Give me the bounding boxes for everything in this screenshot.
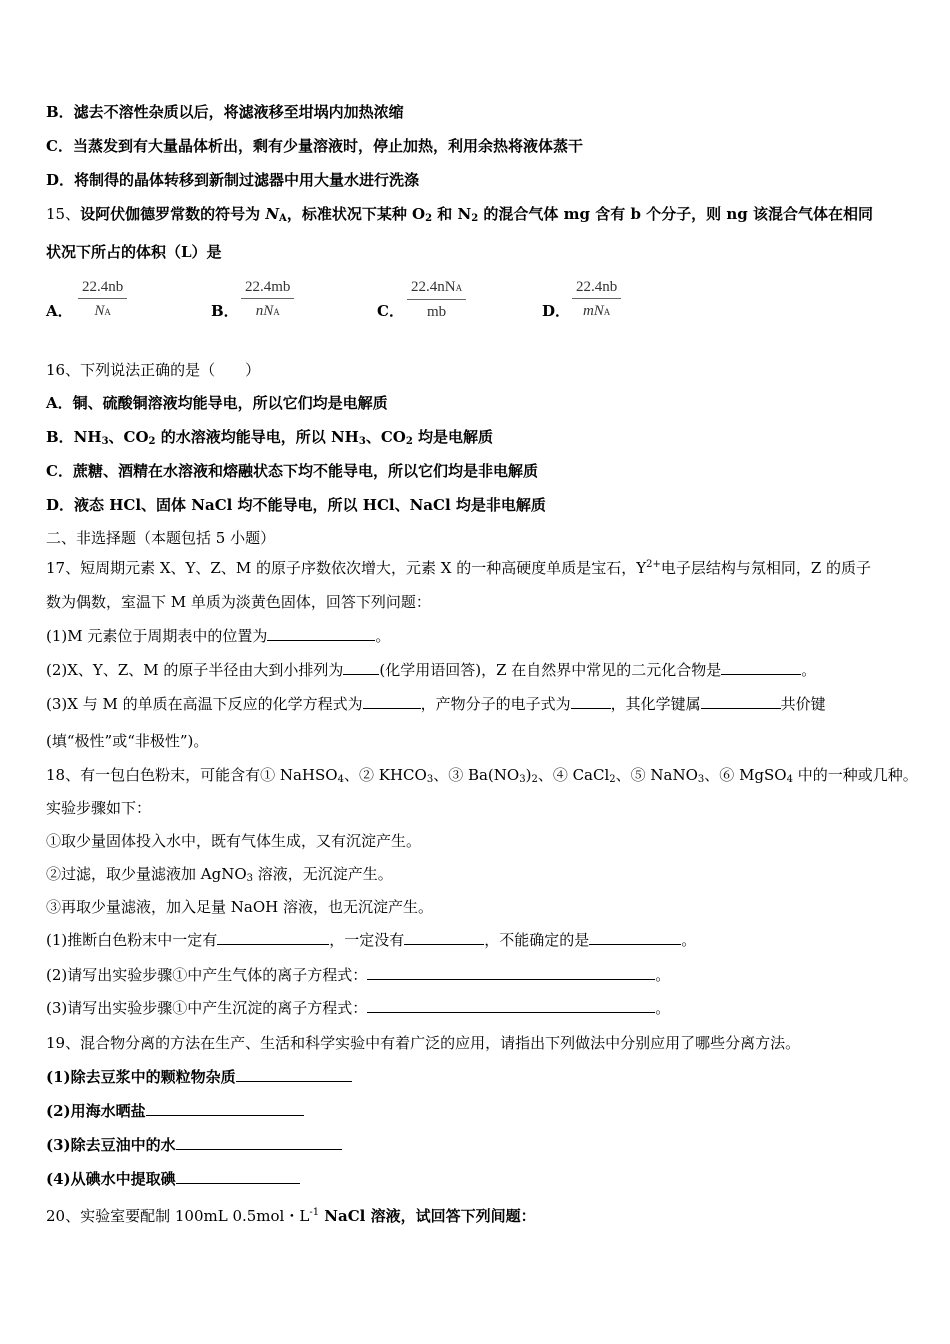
answer-blank[interactable]: [701, 694, 781, 709]
answer-blank[interactable]: [571, 694, 611, 709]
q17-part3: (3)X 与 M 的单质在高温下反应的化学方程式为 ，产物分子的电子式为 ，其化学键属 共价键: [46, 695, 826, 713]
answer-blank[interactable]: [363, 694, 421, 709]
q17-stem: 17、短周期元素 X、Y、Z、M 的原子序数依次增大，元素 X 的一种高硬度单质是宝石，$Y^{2+}$电子层结构与氖相同，Z 的质子: [46, 559, 872, 577]
q18-step3: ③再取少量滤液，加入足量 NaOH 溶液，也无沉淀产生。: [46, 898, 433, 916]
answer-blank[interactable]: [404, 930, 484, 945]
answer-blank[interactable]: [217, 930, 329, 945]
q19-part4: (4)从碘水中提取碘: [46, 1169, 300, 1189]
q20-stem: 20、实验室要配制 100mL 0.5mol・$L^{-1}$ NaCl 溶液，试回答下列间题：: [46, 1207, 536, 1225]
answer-blank[interactable]: [267, 626, 375, 641]
q17-part3-line2: (填“极性”或“非极性”)。: [46, 732, 209, 750]
q18-stem-line2: 实验步骤如下：: [46, 799, 152, 817]
q19-stem: 19、混合物分离的方法在生产、生活和科学实验中有着广泛的应用，请指出下列做法中分别应用了哪些分离方法。: [46, 1034, 801, 1052]
q16-option-a: A．铜、硫酸铜溶液均能导电，所以它们均是电解质: [46, 394, 388, 412]
q14-option-b: B．滤去不溶性杂质以后，将滤液移至坩埚内加热浓缩: [46, 103, 404, 121]
answer-blank[interactable]: [367, 998, 655, 1013]
q17-part1: (1)M 元素位于周期表中的位置为 。: [46, 627, 391, 645]
q19-part3: (3)除去豆油中的水: [46, 1135, 342, 1155]
answer-blank[interactable]: [176, 1169, 300, 1184]
answer-blank[interactable]: [236, 1067, 352, 1082]
q18-step2: ②过滤，取少量滤液加 AgNO$_3$ 溶液，无沉淀产生。: [46, 865, 393, 884]
q18-part1: (1)推断白色粉末中一定有 ，一定没有 ，不能确定的是 。: [46, 931, 697, 949]
fraction: $\frac{22.4nb}{NA}$: [78, 276, 127, 324]
q16-option-b: B．$NH_3$、$CO_2$ 的水溶液均能导电，所以 $NH_3$、$CO_2$ 均是电解质: [46, 428, 494, 447]
answer-blank[interactable]: [146, 1101, 304, 1116]
q16-option-d: D．液态 HCl、固体 NaCl 均不能导电，所以 HCl、NaCl 均是非电解质: [46, 496, 546, 514]
q15-stem: 15、设阿伏伽德罗常数的符号为 $N_A$，标准状况下某种 $O_2$ 和 $N_2$ 的混合气体 mg 含有 b 个分子，则 ng 该混合气体在相同: [46, 205, 874, 224]
q17-stem-line2: 数为偶数，室温下 M 单质为淡黄色固体，回答下列问题：: [46, 593, 431, 611]
q15-stem-line2: 状况下所占的体积（L）是: [46, 243, 222, 261]
q16-stem: 16、下列说法正确的是（ ）: [46, 361, 261, 379]
q18-part3: (3)请写出实验步骤①中产生沉淀的离子方程式： 。: [46, 999, 671, 1017]
fraction: 22.4mb nNA: [241, 276, 294, 324]
q14-option-c: C．当蒸发到有大量晶体析出，剩有少量溶液时，停止加热，利用余热将液体蒸干: [46, 137, 583, 155]
q18-step1: ①取少量固体投入水中，既有气体生成，又有沉淀产生。: [46, 832, 422, 850]
q19-part1: (1)除去豆浆中的颗粒物杂质: [46, 1067, 352, 1087]
fraction: 22.4nb mNA: [572, 276, 621, 324]
answer-blank[interactable]: [589, 930, 681, 945]
q18-part2: (2)请写出实验步骤①中产生气体的离子方程式： 。: [46, 966, 671, 984]
q16-option-c: C．蔗糖、酒精在水溶液和熔融状态下均不能导电，所以它们均是非电解质: [46, 462, 538, 480]
q18-stem: 18、有一包白色粉末，可能含有① NaHSO$_4$、② $KHCO_3$、③ $Ba(NO_3)_2$、④ CaCl$_2$、⑤ NaNO$_3$、⑥ MgSO$_4$ 中的一种或几种。: [46, 766, 918, 785]
answer-blank[interactable]: [176, 1135, 342, 1150]
fraction: 22.4nNA mb: [407, 276, 466, 324]
answer-blank[interactable]: [367, 965, 655, 980]
answer-blank[interactable]: [721, 660, 801, 675]
section-heading: 二、非选择题（本题包括 5 小题）: [46, 529, 276, 547]
q19-part2: (2)用海水晒盐: [46, 1101, 304, 1121]
q14-option-d: D．将制得的晶体转移到新制过滤器中用大量水进行洗涤: [46, 171, 420, 189]
answer-blank[interactable]: [343, 660, 379, 675]
q17-part2: (2)X、Y、Z、M 的原子半径由大到小排列为 (化学用语回答)，Z 在自然界中常见的二元化合物是 。: [46, 661, 817, 679]
